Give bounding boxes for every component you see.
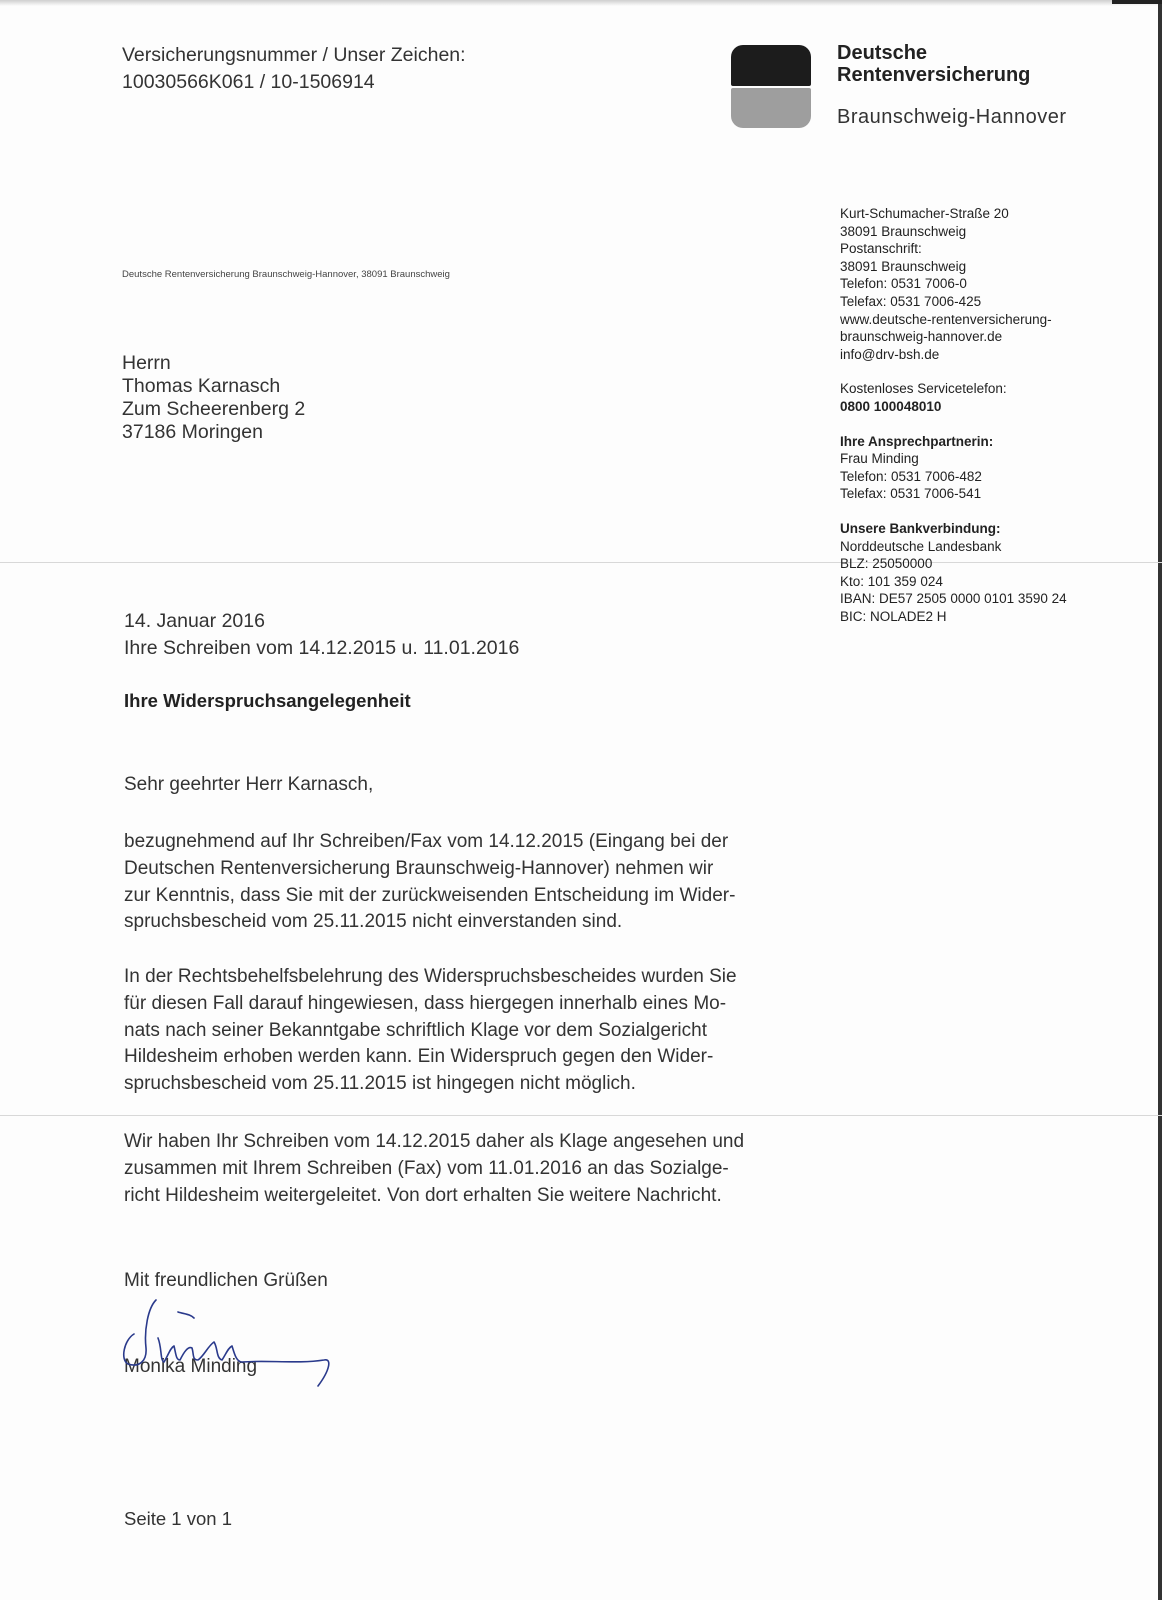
sidebar-service-number: 0800 100048010 bbox=[840, 398, 942, 414]
paragraph-line: In der Rechtsbehelfsbelehrung des Widerspruchsbescheides wurden Sie bbox=[124, 966, 737, 987]
paragraph-line: für diesen Fall darauf hingewiesen, dass hiergegen innerhalb eines Mo- bbox=[124, 992, 727, 1014]
organization-name bbox=[837, 42, 1030, 86]
sidebar-iban: IBAN: DE57 2505 0000 0101 3590 24 bbox=[840, 591, 1067, 607]
sidebar-fax: Telefax: 0531 7006-425 bbox=[840, 293, 982, 309]
paragraph-line: Wir haben Ihr Schreiben vom 14.12.2015 daher als Klage angesehen und bbox=[124, 1131, 745, 1152]
paragraph-line: bezugnehmend auf Ihr Schreiben/Fax vom 14.12.2015 (Eingang bei der bbox=[124, 831, 729, 852]
paragraph-1 bbox=[124, 829, 824, 936]
sidebar-bic: BIC: NOLADE2 H bbox=[840, 608, 947, 624]
logo-bottom-shape bbox=[731, 88, 811, 128]
scan-edge-right bbox=[1158, 0, 1162, 1600]
sender-return-line: Deutsche Rentenversicherung Braunschweig-Hannover, 38091 Braunschweig bbox=[122, 269, 450, 280]
sidebar-street: Kurt-Schumacher-Straße 20 bbox=[840, 206, 1009, 221]
organization-region: Braunschweig-Hannover bbox=[837, 106, 1067, 128]
paragraph-line: zusammen mit Ihrem Schreiben (Fax) vom 11.01.2016 an das Sozialge- bbox=[124, 1157, 729, 1179]
sidebar-contact-fax: Telefax: 0531 7006-541 bbox=[840, 486, 982, 502]
reference-block bbox=[122, 42, 466, 96]
paragraph-line: spruchsbescheid vom 25.11.2015 nicht einverstanden sind. bbox=[124, 911, 623, 933]
letter-date: 14. Januar 2016 bbox=[124, 610, 265, 632]
recipient-address bbox=[122, 352, 305, 444]
org-line-2: Rentenversicherung bbox=[837, 64, 1031, 86]
paragraph-line: Hildesheim erhoben werden kann. Ein Widerspruch gegen den Wider- bbox=[124, 1046, 714, 1068]
sidebar-kto: Kto: 101 359 024 bbox=[840, 573, 943, 589]
recipient-salutation: Herrn bbox=[122, 352, 171, 374]
paragraph-2 bbox=[124, 964, 824, 1098]
org-line-1: Deutsche bbox=[837, 42, 928, 64]
sidebar-web-2: braunschweig-hannover.de bbox=[840, 329, 1003, 345]
sidebar-contact-phone: Telefon: 0531 7006-482 bbox=[840, 468, 982, 484]
sidebar-blz: BLZ: 25050000 bbox=[840, 556, 933, 572]
date-block bbox=[124, 608, 519, 661]
drv-logo bbox=[731, 45, 811, 128]
reference-value: 10030566K061 / 10-1506914 bbox=[122, 71, 375, 93]
closing-phrase: Mit freundlichen Grüßen bbox=[124, 1270, 328, 1291]
handwritten-signature bbox=[118, 1290, 348, 1400]
recipient-name: Thomas Karnasch bbox=[122, 375, 281, 397]
scan-edge-top bbox=[0, 0, 1162, 6]
paragraph-line: nats nach seiner Bekanntgabe schriftlich Klage vor dem Sozialgericht bbox=[124, 1019, 707, 1041]
your-letters-ref: Ihre Schreiben vom 14.12.2015 u. 11.01.2016 bbox=[124, 636, 520, 659]
reference-label: Versicherungsnummer / Unser Zeichen: bbox=[122, 44, 466, 66]
paragraph-line: zur Kenntnis, dass Sie mit der zurückweisenden Entscheidung im Wider- bbox=[124, 884, 736, 906]
fold-line-2 bbox=[0, 1115, 1162, 1116]
sidebar-email: info@drv-bsh.de bbox=[840, 346, 940, 362]
sidebar-contact-label: Ihre Ansprechpartnerin: bbox=[840, 433, 994, 449]
sidebar-bank-name: Norddeutsche Landesbank bbox=[840, 538, 1002, 554]
sidebar-web-1: www.deutsche-rentenversicherung- bbox=[840, 311, 1052, 327]
letter-subject: Ihre Widerspruchsangelegenheit bbox=[124, 690, 411, 711]
paragraph-3 bbox=[124, 1129, 824, 1209]
recipient-street: Zum Scheerenberg 2 bbox=[122, 398, 306, 420]
sidebar-contact-name: Frau Minding bbox=[840, 451, 919, 467]
recipient-city: 37186 Moringen bbox=[122, 421, 263, 443]
sidebar-phone: Telefon: 0531 7006-0 bbox=[840, 276, 967, 292]
signer-name: Monika Minding bbox=[124, 1356, 258, 1377]
page-number: Seite 1 von 1 bbox=[124, 1508, 232, 1529]
sidebar-service-label: Kostenloses Servicetelefon: bbox=[840, 381, 1007, 397]
contact-sidebar bbox=[840, 205, 1067, 625]
sidebar-city: 38091 Braunschweig bbox=[840, 223, 967, 239]
letter-salutation: Sehr geehrter Herr Karnasch, bbox=[124, 774, 374, 795]
scan-edge-corner bbox=[1112, 0, 1162, 4]
paragraph-line: richt Hildesheim weitergeleitet. Von dort erhalten Sie weitere Nachricht. bbox=[124, 1184, 722, 1206]
logo-top-shape bbox=[731, 45, 811, 86]
paragraph-line: spruchsbescheid vom 25.11.2015 ist hingegen nicht möglich. bbox=[124, 1073, 636, 1095]
sidebar-bank-label: Unsere Bankverbindung: bbox=[840, 520, 1001, 536]
sidebar-postal-label: Postanschrift: bbox=[840, 241, 922, 257]
paragraph-line: Deutschen Rentenversicherung Braunschweig-Hannover) nehmen wir bbox=[124, 857, 714, 879]
sidebar-postal-city: 38091 Braunschweig bbox=[840, 258, 967, 274]
